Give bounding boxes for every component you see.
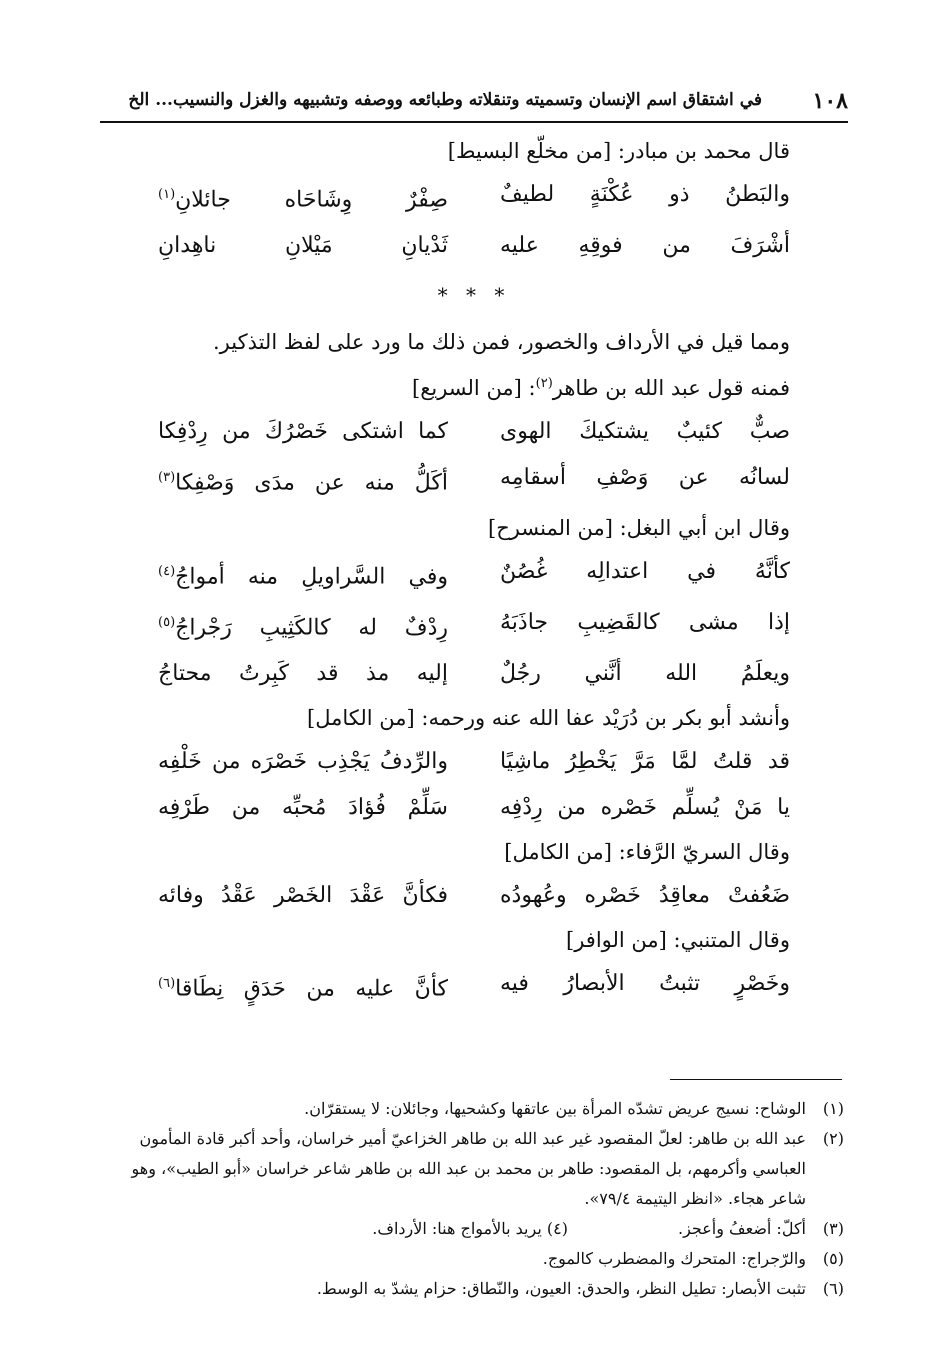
footnote-ref: (١)	[158, 187, 176, 202]
first-hemistich: قد قلتُ لمَّا مَرَّ يَخْطِرُ ماشِيًا	[500, 749, 790, 775]
verse-line	[158, 785, 790, 831]
verse-line	[158, 409, 790, 455]
header-rule	[100, 121, 848, 123]
first-hemistich: كأنَّهُ في اعتدالِه غُصُنٌ	[500, 558, 790, 584]
footnote	[100, 1214, 844, 1244]
second-hemistich: سَلِّمْ فُؤادَ مُحبِّه من طَرْفِه	[158, 795, 448, 821]
second-hemistich: أكَلُّ منه عن مدَى وَصْفِكا$^{(٣)}$	[158, 470, 448, 496]
first-hemistich: أشْرَفَ من فوقِهِ عليه	[500, 233, 790, 259]
poem-intro: وقال السريّ الرَّفاء: [من الكامل]	[504, 840, 790, 865]
first-hemistich: وخَصْرٍ تثبتُ الأبصارُ فيه	[500, 971, 790, 997]
footnote-ref: (٣)	[158, 470, 176, 486]
second-hemistich: والرِّدفُ يَجْذِب خَصْرَه من خَلْفِه	[158, 749, 448, 775]
footnote-number: (١)	[822, 1099, 844, 1118]
second-hemistich: كما اشتكى خَصْرُكَ من رِدْفِكا	[158, 419, 448, 445]
poem-intro: وقال ابن أبي البغل: [من المنسرح]	[488, 515, 790, 540]
footnote-rule	[670, 1079, 842, 1080]
second-hemistich: وفي السَّراويلِ منه أمواجُ$^{(٤)}$	[158, 563, 448, 589]
footnote-ref: (٢)	[535, 376, 553, 392]
footnote-ref: (٤)	[158, 563, 176, 579]
footnote-text: أكلّ: أضعفُ وأعجز.	[677, 1219, 806, 1238]
footnotes	[100, 1094, 844, 1304]
verse-line	[158, 600, 790, 651]
verse-line	[158, 873, 790, 919]
section-separator: * * *	[437, 283, 511, 308]
footnote-number: (٤)	[546, 1219, 568, 1238]
footnote	[100, 1124, 844, 1214]
poem-intro: قال محمد بن مبادر: [من مخلّع البسيط]	[447, 139, 790, 163]
paragraph: ومما قيل في الأرداف والخصور، فمن ذلك ما ورد على لفظ التذكير.	[212, 330, 790, 355]
verse-line	[158, 549, 790, 600]
poem-intro: وقال المتنبي: [من الوافر]	[566, 928, 790, 953]
footnote	[100, 1244, 844, 1274]
verse-line	[158, 961, 790, 1012]
verse-line	[158, 172, 790, 223]
first-hemistich: يا مَنْ يُسلِّم خَصْره من رِدْفِه	[500, 795, 790, 821]
footnote-ref: (٥)	[158, 614, 176, 630]
footnote	[100, 1274, 844, 1304]
verse-line	[158, 651, 790, 697]
first-hemistich: صبٌّ كئيبٌ يشتكيكَ الهوى	[500, 419, 790, 445]
second-hemistich: فكأنَّ عَقْدَ الخَصْر عَقْدُ وفائه	[158, 883, 448, 909]
running-title: في اشتقاق اسم الإنسان وتسميته وتنقلاته وطبائعه ووصفه وتشبيهه والغزل والنسيب... الخ	[128, 90, 762, 110]
second-hemistich: صِفْرٌ وِشَاحَاه جائلانِ$^{(١)}$	[158, 187, 448, 213]
poem-intro: وأنشد أبو بكر بن دُرَيْد عفا الله عنه ورحمه: [من الكامل]	[307, 706, 790, 731]
main-text	[158, 130, 790, 1013]
first-hemistich: إذا مشى كالقَضِيبِ جاذَبَهُ	[500, 609, 790, 635]
first-hemistich: لسانُه عن وَصْفِ أسقامِه	[500, 465, 790, 491]
second-hemistich: رِدْفٌ له كالكَثِيبِ رَجْراجُ$^{(٥)}$	[158, 614, 448, 641]
first-hemistich: ويعلَمُ الله أنَّني رجُلٌ	[500, 661, 790, 687]
page-number: ١٠٨	[812, 88, 848, 114]
footnote	[100, 1094, 844, 1124]
footnote-ref: (٦)	[158, 976, 176, 992]
footnote-text: تثبت الأبصار: تطيل النظر، والحدق: العيون، والنّطاق: حزام يشدّ به الوسط.	[316, 1279, 806, 1298]
second-hemistich: ثَدْيانِ مَيْلانِ ناهِدانِ	[158, 233, 448, 259]
footnote-text: الوشاح: نسيج عريض تشدّه المرأة بين عاتقها وكشحيها، وجائلان: لا يستقرّان.	[304, 1099, 806, 1118]
footnote-text: والرّجراج: المتحرك والمضطرب كالموج.	[542, 1249, 806, 1268]
footnote-number: (٣)	[822, 1219, 844, 1238]
running-header	[100, 84, 848, 120]
footnote-text: عبد الله بن طاهر: لعلّ المقصود غير عبد الله بن طاهر الخزاعيّ أمير خراسان، وأحد أكبر قادة المأمون العباسي وأكرمهم، بل المقصود: طاهر بن محمد بن عبد الله بن طاهر شاعر خراسان «أبو الطيب»، وهو شاعر هجاء. «انظر اليتيمة ٧٩/٤».	[131, 1129, 806, 1208]
verse-line	[158, 455, 790, 506]
first-hemistich: ضَعُفتْ معاقِدُ خَصْره وعُهودُه	[500, 883, 790, 909]
footnote-number: (٢)	[822, 1129, 844, 1148]
first-hemistich: والبَطنُ ذو عُكْنَةٍ لطيفٌ	[500, 182, 790, 207]
second-hemistich: إليه مذ قد كَبِرتُ محتاجُ	[158, 661, 448, 687]
poem-intro: فمنه قول عبد الله بن طاهر$^{(٢)}$: [من السريع]	[412, 376, 790, 401]
footnote-number: (٥)	[822, 1249, 844, 1268]
verse-line	[158, 739, 790, 785]
footnote-text: يريد بالأمواج هنا: الأرداف.	[372, 1219, 542, 1238]
footnote-number: (٦)	[822, 1279, 844, 1298]
verse-line	[158, 223, 790, 269]
second-hemistich: كأنَّ عليه من حَدَقٍ نِطَاقا$^{(٦)}$	[158, 976, 448, 1002]
